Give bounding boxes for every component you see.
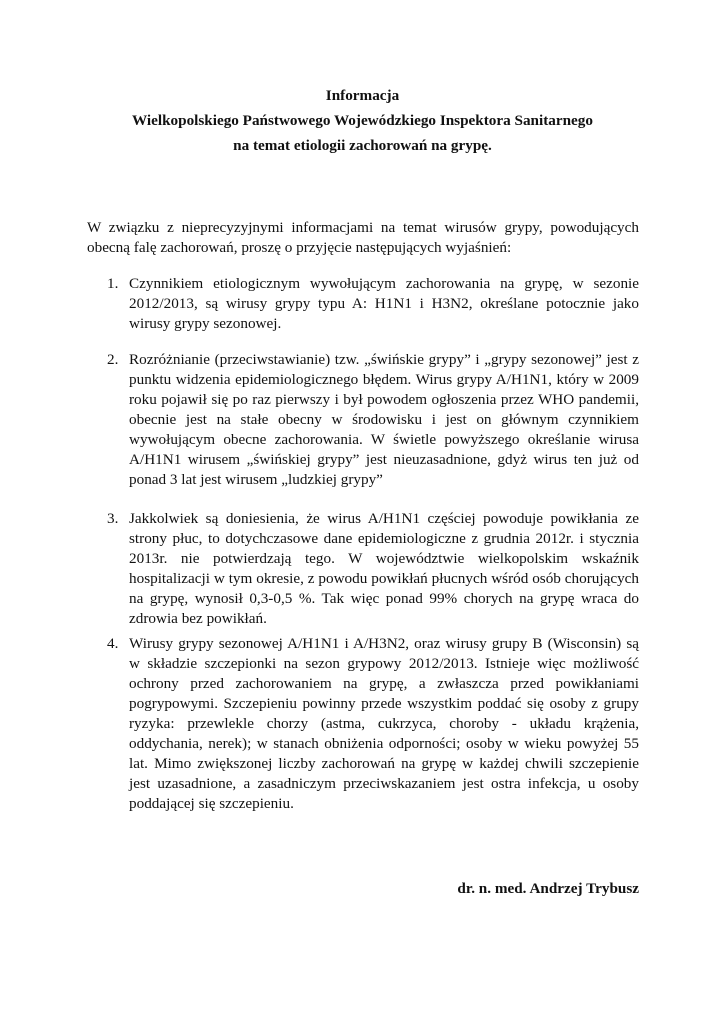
item-number-3: 3. <box>107 510 119 527</box>
document-title-line-3: na temat etiologii zachorowań na grypę. <box>233 137 492 154</box>
item-text-1: Czynnikiem etiologicznym wywołującym zachorowania na grypę, w sezonie 2012/2013, są wirusy grypy typu A: H1N1 i H3N2, określane potocznie jako wirusy grypy sezonowej. <box>129 275 639 332</box>
document-title-line-2: Wielkopolskiego Państwowego Wojewódzkiego Inspektora Sanitarnego <box>131 112 593 129</box>
item-number-2: 2. <box>107 351 119 368</box>
author-signature: dr. n. med. Andrzej Trybusz <box>457 880 639 897</box>
document-title-line-1: Informacja <box>325 87 400 104</box>
item-text-4: Wirusy grypy sezonowej A/H1N1 i A/H3N2, oraz wirusy grupy B (Wisconsin) są w składzie szczepionki na sezon grypowy 2012/2013. Istnieje więc możliwość ochrony przed zachorowaniem na grypę, a zwłaszcza przed powikłaniami pogrypowymi. Szczepieniu powinny przede wszystkim poddać się osoby z grupy ryzyka: przewlekle chorzy (astma, cukrzyca, choroby - układu krążenia, oddychania, nerek); w stanach obniżenia odporności; osoby w wieku powyżej 55 lat. Mimo zwiększonej liczby zachorowań na grypę w każdej chwili szczepienie jest uzasadnione, a zasadniczym przeciwskazaniem jest ostra infekcja, u osoby poddającej się szczepieniu. <box>129 635 639 812</box>
item-text-2: Rozróżnianie (przeciwstawianie) tzw. „świńskie grypy” i „grypy sezonowej” jest z punktu widzenia epidemiologicznego błędem. Wirus grypy A/H1N1, który w 2009 roku pojawił się po raz pierwszy i był powodem ogłoszenia przez WHO pandemii, obecnie jest na stałe obecny w środowisku i jest on głównym czynnikiem wywołującym obecne zachorowania. W świetle powyższego określanie wirusa A/H1N1 wirusem „świńskiej grypy” jest nieuzasadnione, gdyż wirus ten już od ponad 3 lat jest wirusem „ludzkiej grypy” <box>129 351 639 488</box>
item-number-1: 1. <box>107 275 119 292</box>
item-number-4: 4. <box>107 635 119 652</box>
intro-paragraph: W związku z nieprecyzyjnymi informacjami na temat wirusów grypy, powodujących obecną falę zachorowań, proszę o przyjęcie następujących wyjaśnień: <box>87 219 639 256</box>
item-text-3: Jakkolwiek są doniesienia, że wirus A/H1N1 częściej powoduje powikłania ze strony płuc, to dotychczasowe dane epidemiologiczne z grudnia 2012r. i stycznia 2013r. nie potwierdzają tego. W województwie wielkopolskim wskaźnik hospitalizacji w tym okresie, z powodu powikłań płucnych wśród osób chorujących na grypę, wynosił 0,3-0,5 %. Tak więc ponad 99% chorych na grypę wraca do zdrowia bez powikłań. <box>129 510 639 627</box>
